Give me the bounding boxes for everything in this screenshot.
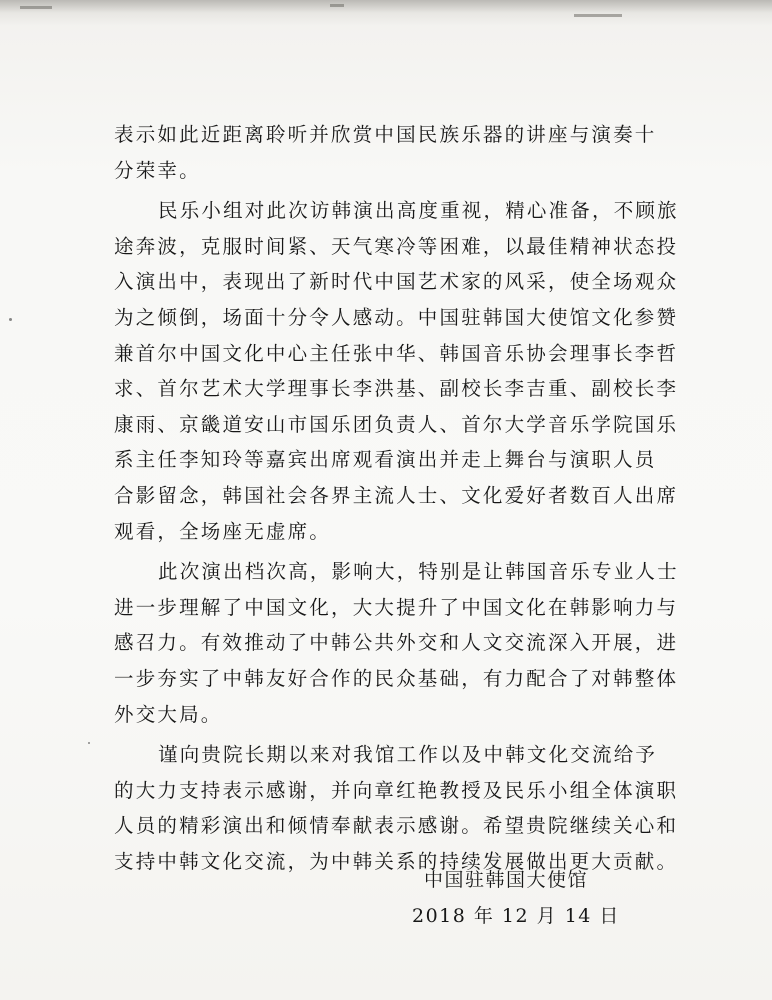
text-line: 人员的精彩演出和倾情奉献表示感谢。希望贵院继续关心和 [114,814,679,838]
paragraph-impact [114,554,679,732]
text-line: 一步夯实了中韩友好合作的民众基础，有力配合了对韩整体 [114,666,679,690]
text-line: 谨向贵院长期以来对我馆工作以及中韩文化交流给予 [158,743,658,767]
text-line: 合影留念，韩国社会各界主流人士、文化爱好者数百人出席 [114,483,679,507]
paragraph-continuation [114,117,657,188]
scan-artifact-left [20,6,52,9]
text-line: 进一步理解了中国文化，大大提升了中国文化在韩影响力与 [114,595,679,619]
text-line: 途奔波，克服时间紧、天气寒冷等困难，以最佳精神状态投 [114,234,679,258]
text-line: 外交大局。 [114,702,223,726]
text-line: 入演出中，表现出了新时代中国艺术家的风采，使全场观众 [114,270,679,294]
text-line: 兼首尔中国文化中心主任张中华、韩国音乐协会理事长李哲 [114,341,679,365]
paragraph-thanks [114,737,679,879]
text-line: 观看，全场座无虚席。 [114,519,332,543]
text-line: 康雨、京畿道安山市国乐团负责人、首尔大学音乐学院国乐 [114,412,679,436]
scan-artifact-middle [330,4,344,7]
text-line: 表示如此近距离聆听并欣赏中国民族乐器的讲座与演奏十 [114,123,657,146]
text-line: 为之倾倒，场面十分令人感动。中国驻韩国大使馆文化参赞 [114,305,679,329]
letter-body [114,117,679,879]
signature-block [412,862,620,934]
text-line: 民乐小组对此次访韩演出高度重视，精心准备，不顾旅 [158,199,679,223]
text-line: 支持中韩文化交流，为中韩关系的持续发展做出更大贡献。 [114,849,679,873]
scan-top-shadow [0,0,772,26]
text-line: 此次演出档次高，影响大，特别是让韩国音乐专业人士 [158,560,679,584]
text-line: 求、首尔艺术大学理事长李洪基、副校长李吉重、副校长李 [114,377,679,401]
signature-date: 2018 年 12 月 14 日 [412,905,620,927]
paragraph-performance [114,193,679,549]
text-line: 系主任李知玲等嘉宾出席观看演出并走上舞台与演职人员 [114,448,657,472]
text-line: 的大力支持表示感谢，并向章红艳教授及民乐小组全体演职 [114,778,679,802]
scan-speck [9,318,12,321]
text-line: 分荣幸。 [114,158,201,182]
text-line: 感召力。有效推动了中韩公共外交和人文交流深入开展，进 [114,631,679,655]
scan-speck [88,742,90,744]
signature-organization: 中国驻韩国大使馆 [424,869,589,891]
scan-artifact-right [574,14,622,17]
